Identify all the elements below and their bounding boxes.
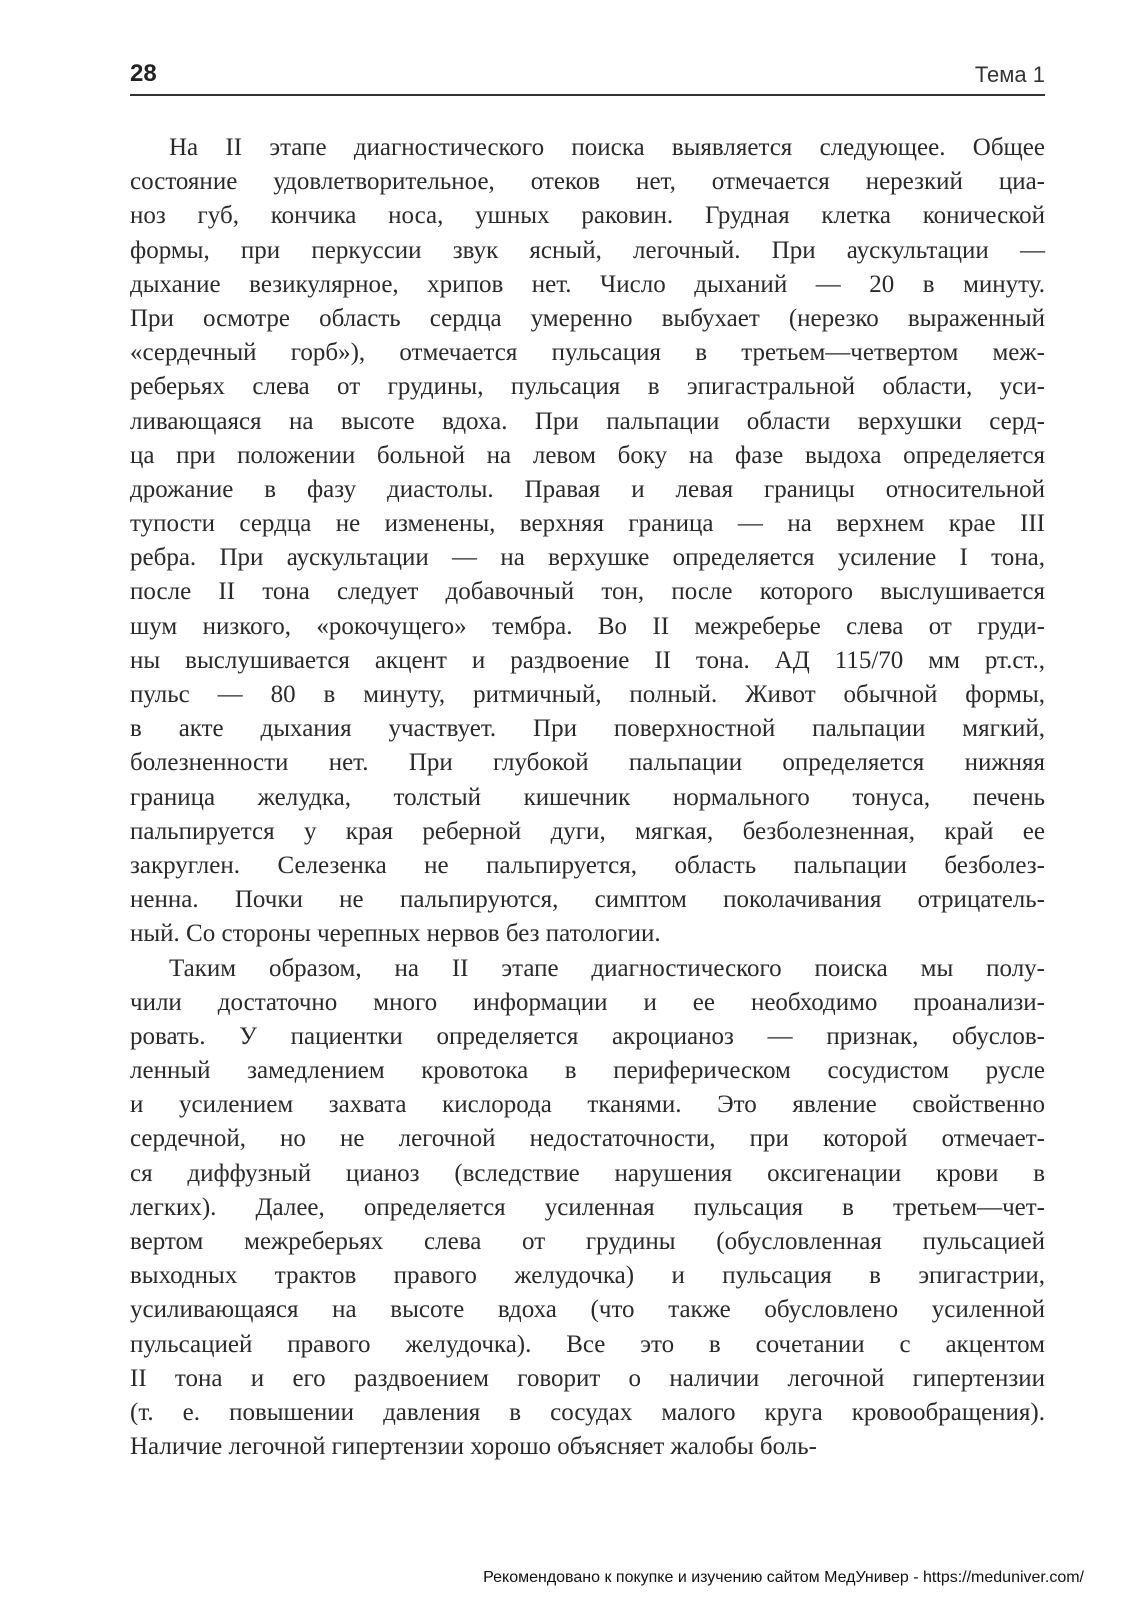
text-line: ребра. При аускультации — на верхушке определяется усиление I тона, <box>130 544 1045 572</box>
section-label: Тема 1 <box>974 62 1045 87</box>
text-line: ноз губ, кончика носа, ушных раковин. Грудная клетка конической <box>130 202 1045 230</box>
text-line: закруглен. Селезенка не пальпируется, область пальпации безболез- <box>130 851 1045 879</box>
paragraph-analysis <box>130 952 1045 1465</box>
text-line: и усилением захвата кислорода тканями. Это явление свойственно <box>130 1091 1045 1119</box>
text-line: «сердечный горб»), отмечается пульсация в третьем—четвертом меж- <box>130 339 1045 367</box>
text-line: (т. е. повышении давления в сосудах малого круга кровообращения). <box>130 1398 1045 1426</box>
text-line: реберьях слева от грудины, пульсация в эпигастральной области, уси- <box>130 373 1045 401</box>
text-line: На II этапе диагностического поиска выявляется следующее. Общее <box>169 134 1045 161</box>
text-line: Наличие легочной гипертензии хорошо объясняет жалобы боль- <box>130 1433 817 1461</box>
text-line: ся диффузный цианоз (вследствие нарушения оксигенации крови в <box>130 1159 1045 1187</box>
text-line: Таким образом, на II этапе диагностического поиска мы полу- <box>169 954 1045 982</box>
text-line: болезненности нет. При глубокой пальпации определяется нижняя <box>130 749 1045 777</box>
text-line: в акте дыхания участвует. При поверхностной пальпации мягкий, <box>130 715 1045 743</box>
body-text <box>130 131 1045 1464</box>
text-line: граница желудка, толстый кишечник нормального тонуса, печень <box>130 783 1045 811</box>
page-header <box>130 58 1045 96</box>
text-line: пальпируется у края реберной дуги, мягкая, безболезненная, край ее <box>130 817 1045 845</box>
text-line: тупости сердца не изменены, верхняя граница — на верхнем крае III <box>130 510 1045 538</box>
text-line: ца при положении больной на левом боку на фазе выдоха определяется <box>130 441 1045 469</box>
text-line: ны выслушивается акцент и раздвоение II тона. АД 115/70 мм рт.ст., <box>130 646 1045 674</box>
text-line: пульс — 80 в минуту, ритмичный, полный. Живот обычной формы, <box>130 681 1045 708</box>
text-line: дыхание везикулярное, хрипов нет. Число дыханий — 20 в минуту. <box>130 270 1045 298</box>
text-line: формы, при перкуссии звук ясный, легочный. При аускультации — <box>130 236 1045 264</box>
footer-note: Рекомендовано к покупке и изучению сайтом МедУнивер - https://meduniver.com/ <box>483 1569 1084 1586</box>
text-line: II тона и его раздвоением говорит о наличии легочной гипертензии <box>130 1364 1045 1392</box>
text-line: ный. Со стороны черепных нервов без патологии. <box>130 920 661 948</box>
text-line: легких). Далее, определяется усиленная пульсация в третьем—чет- <box>130 1193 1045 1221</box>
text-line: усиливающаяся на высоте вдоха (что также обусловлено усиленной <box>130 1296 1045 1324</box>
text-line: сердечной, но не легочной недостаточности, при которой отмечает- <box>130 1125 1045 1153</box>
text-line: чили достаточно много информации и ее необходимо проанализи- <box>130 988 1045 1016</box>
text-line: ровать. У пациентки определяется акроцианоз — признак, обуслов- <box>130 1022 1045 1050</box>
text-line: пульсацией правого желудочка). Все это в сочетании с акцентом <box>130 1330 1045 1358</box>
paragraph-examination <box>130 131 1045 952</box>
text-line: ленный замедлением кровотока в периферическом сосудистом русле <box>130 1057 1045 1085</box>
text-line: дрожание в фазу диастолы. Правая и левая границы относительной <box>130 475 1045 503</box>
text-line: вертом межреберьях слева от грудины (обусловленная пульсацией <box>130 1228 1045 1255</box>
text-line: состояние удовлетворительное, отеков нет, отмечается нерезкий циа- <box>130 168 1045 196</box>
text-line: При осмотре область сердца умеренно выбухает (нерезко выраженный <box>130 304 1045 332</box>
page-number: 28 <box>130 60 157 87</box>
text-line: ненна. Почки не пальпируются, симптом поколачивания отрицатель- <box>130 886 1045 914</box>
text-line: после II тона следует добавочный тон, после которого выслушивается <box>130 578 1045 606</box>
text-line: ливающаяся на высоте вдоха. При пальпации области верхушки серд- <box>130 407 1045 435</box>
text-line: выходных трактов правого желудочка) и пульсация в эпигастрии, <box>130 1262 1045 1290</box>
text-line: шум низкого, «рокочущего» тембра. Во II межреберье слева от груди- <box>130 612 1045 640</box>
